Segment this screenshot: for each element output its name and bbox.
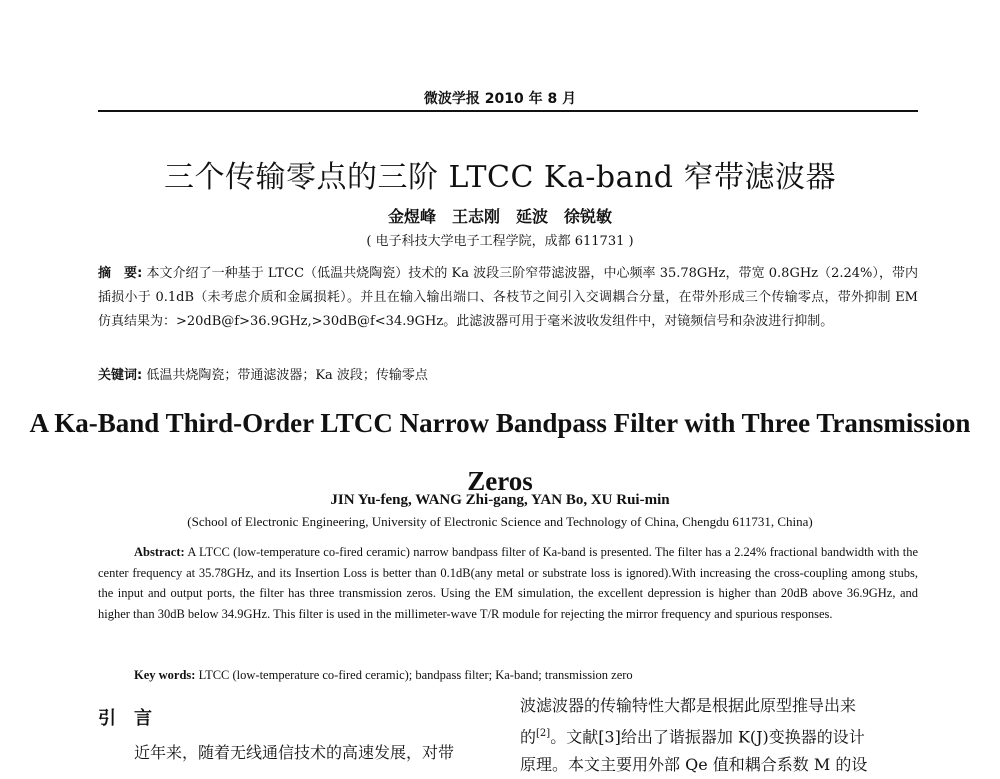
citation-reference: [2] [536,728,551,739]
chinese-keywords-text: 低温共烧陶瓷；带通滤波器；Ka 波段；传输零点 [142,368,428,383]
introduction-heading: 引言 [98,708,170,729]
english-keywords-text: LTCC (low-temperature co-fired ceramic); bandpass filter; Ka-band; transmission zero [195,668,633,682]
right-column-line-2-end: 。文献[3]给出了谐振器加 K(J)变换器的设计 [550,727,865,747]
header-rule [98,110,918,112]
right-column-line-2-start: 的 [520,727,537,747]
chinese-keywords [98,364,918,383]
chinese-abstract [98,262,918,334]
chinese-affiliation: ( 电子科技大学电子工程学院，成都 611731 ) [366,234,634,249]
chinese-abstract-text: 本文介绍了一种基于 LTCC（低温共烧陶瓷）技术的 Ka 波段三阶窄带滤波器，中心频率 35.78GHz，带宽 0.8GHz（2.24%），带内插损小于 0.1dB（未考虑介质和金属损耗）。并且在输入输出端口、各枝节之间引入交调耦合分量，在带外形成三个传输零点，带外抑制 EM 仿真结果为：>20dB@f>36.9GHz,>30dB@f<34.9GHz。此滤波器可用于毫米波收发组件中，对镜频信号和杂波进行抑制。 [98,266,918,329]
english-title: A Ka-Band Third-Order LTCC Narrow Bandpass Filter with Three Transmission Zeros [29,408,971,496]
chinese-keywords-label: 关键词: [98,368,143,383]
chinese-abstract-label: 摘 要: [98,266,143,281]
chinese-authors: 金煜峰 王志刚 延波 徐锐敏 [387,207,612,226]
chinese-title: 三个传输零点的三阶 LTCC Ka-band 窄带滤波器 [163,160,837,195]
right-column-text [520,692,920,779]
english-abstract [98,542,918,624]
right-column-line-3: 原理。本文主要用外部 Qe 值和耦合系数 M 的设 [520,755,868,775]
english-abstract-label: Abstract: [134,545,185,559]
right-column-line-1: 波滤波器的传输特性大都是根据此原型推导出来 [520,696,857,715]
introduction-first-line: 近年来，随着无线通信技术的高速发展，对带 [134,743,455,762]
english-authors: JIN Yu-feng, WANG Zhi-gang, YAN Bo, XU Rui-min [330,492,670,508]
english-abstract-text: A LTCC (low-temperature co-fired ceramic) narrow bandpass filter of Ka-band is presented. The filter has a 2.24% fractional bandwidth with the center frequency at 35.78GHz, and its Insertion Loss is better than 0.1dB(any metal or substrate loss is ignored).With increasing the cross-coupling among stubs, the input and output ports, the filter has three transmission zeros. Using the EM simulation, the excellent depression is higher than 20dB above 36.9GHz, and higher than 30dB below 34.9GHz. This filter is used in the millimeter-wave T/R module for rejecting the mirror frequency and spurious responses. [98,545,918,621]
right-column-line-2 [520,720,920,751]
running-header: 微波学报 2010 年 8 月 [423,91,577,107]
english-keywords-label: Key words: [134,668,196,682]
english-keywords [134,668,918,683]
english-affiliation: (School of Electronic Engineering, University of Electronic Science and Technology of China, Chengdu 611731, China) [187,514,813,529]
